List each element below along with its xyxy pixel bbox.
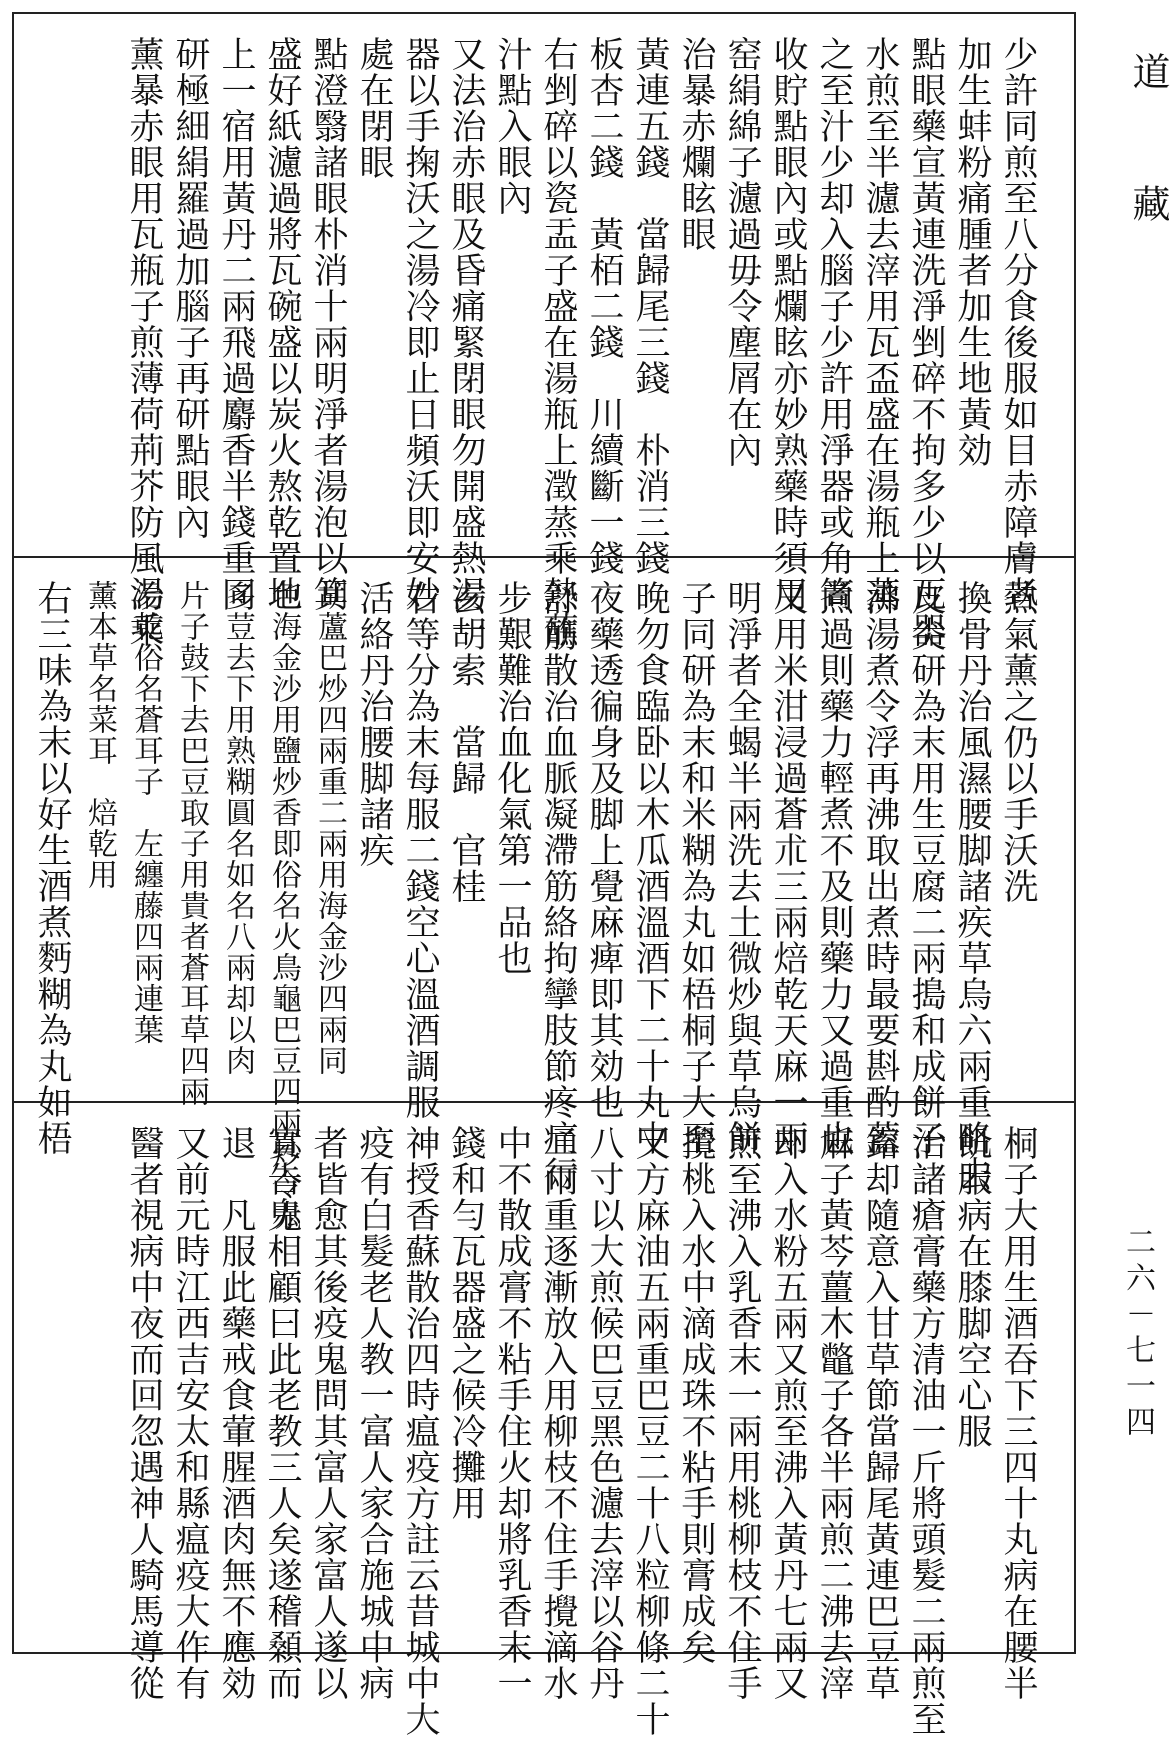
text-column: 煮過則藥力輕煮不及則藥力又過重也	[814, 580, 854, 1156]
text-column: 少許同煎至八分食後服如目赤障膚者	[998, 36, 1038, 612]
text-column: 收貯點眼內或點爛眩亦妙熟藥時須用	[768, 36, 808, 612]
text-column: 步艱難治血化氣第一品也	[492, 580, 532, 976]
text-column: 加生蚌粉痛腫者加生地黃効	[952, 36, 992, 468]
text-column: 薰暴赤眼用瓦瓶子煎薄荷荊芥防風湯乘	[124, 36, 164, 648]
text-column: 之至汁少却入腦子少許用淨器或角筒	[814, 36, 854, 612]
text-panel-3	[14, 1103, 1074, 1737]
text-column: 中不散成膏不粘手住火却將乳香末一	[492, 1125, 532, 1701]
text-column: 右三味為末以好生酒煮麪糊為丸如梧	[32, 580, 72, 1156]
text-column: 胡蘆巴炒四兩重二兩用海金沙四兩同	[312, 580, 347, 1076]
text-column: 點澄翳諸眼朴消十兩明淨者湯泡以箕	[308, 36, 348, 612]
text-column: 又法治赤眼及昏痛緊閉眼勿開盛熱湯一	[446, 36, 486, 648]
text-column: 多荳去下用熟糊圓名如名八兩却以肉	[220, 580, 255, 1076]
text-column: 麻子黃芩薑木鼈子各半兩煎二沸去滓	[814, 1125, 854, 1701]
text-column: 錢和勻瓦器盛之候冷攤用	[446, 1125, 486, 1521]
text-column: 退 凡服此藥戒食葷腥酒肉無不應効	[216, 1125, 256, 1701]
text-column: 晚勿食臨卧以木瓜酒溫酒下二十丸中	[630, 580, 670, 1156]
text-column: 又方麻油五兩重巴豆二十八粒柳條二十	[630, 1125, 670, 1737]
page-frame	[12, 12, 1076, 1737]
text-column: 八寸以大煎候巴豆黑色濾去滓以谷丹	[584, 1125, 624, 1701]
text-panel-1	[14, 14, 1074, 648]
text-column: 治暴赤爛眩眼	[676, 36, 716, 252]
text-column: 却入水粉五兩又煎至沸入黃丹七兩又	[768, 1125, 808, 1701]
text-column: 右等分為末每服二錢空心溫酒調服	[400, 580, 440, 1120]
text-column: 夜藥透徧身及脚上覺麻痺即其効也	[584, 580, 624, 1120]
text-column: 疫有白髮老人教一富人家合施城中病	[354, 1125, 394, 1701]
text-column: 治乾俗名蒼耳子 左纏藤四兩連葉	[128, 580, 163, 1045]
text-column: 醫者視病中夜而回忽遇神人騎馬導從	[124, 1125, 164, 1701]
text-column: 桐子大用生酒吞下三四十丸病在腰半	[998, 1125, 1038, 1701]
panel-1-columns	[124, 36, 1038, 648]
panel-2-columns	[32, 580, 1038, 1231]
panel-3-columns	[124, 1125, 1038, 1737]
text-column: 活絡丹治腰脚諸疾	[354, 580, 394, 868]
text-column: 又前元時江西吉安太和縣瘟疫大作有	[170, 1125, 210, 1701]
text-panel-2	[14, 558, 1074, 1231]
text-column: 研極細絹羅過加腦子再研點眼內	[170, 36, 210, 540]
text-column: 板杏二錢 黃栢二錢 川續斷一錢	[584, 36, 624, 576]
text-column: 神授香蘇散治四時瘟疫方註云昔城中大	[400, 1125, 440, 1737]
text-column: 黃連五錢 當歸尾三錢 朴消三錢	[630, 36, 670, 576]
text-column: 窑絹綿子濾過毋令塵屑在內	[722, 36, 762, 468]
text-column: 鎔却隨意入甘草節當歸尾黃連巴豆草	[860, 1125, 900, 1701]
text-column: 二兩重逐漸放入用柳枝不住手攪滴水	[538, 1125, 578, 1701]
text-column: 上一宿用黃丹二兩飛過麝香半錢重同	[216, 36, 256, 612]
text-column: 玄胡索 當歸 官桂	[446, 580, 486, 904]
text-column: 盛好紙濾過將瓦碗盛以炭火熬乾置地	[262, 36, 302, 612]
text-column: 明淨者全蝎半兩洗去土微炒與草烏餅	[722, 580, 762, 1156]
text-column: 右剉碎以瓷盂子盛在湯瓶上澂蒸乘熱蘸	[538, 36, 578, 648]
text-column: 色海金沙用鹽炒香即俗名火鳥龜巴豆四兩炒令赤	[266, 580, 301, 1231]
text-column: 換骨丹治風濕腰脚諸疾草烏六兩重略去	[952, 580, 992, 1192]
text-column: 熱氣薰之仍以手沃洗	[998, 580, 1038, 904]
text-column: 攪桃入水中滴成珠不粘手則膏成矣	[676, 1125, 716, 1665]
margin-title: 道 藏	[1126, 52, 1170, 250]
text-column: 實告鬼相顧曰此老教三人矣遂稽顙而	[262, 1125, 302, 1701]
text-column: 片子鼓下去巴豆取子用貴者蒼耳草四兩	[174, 580, 209, 1107]
text-column: 器以手掬沃之湯冷即止日頻沃即安妙	[400, 36, 440, 612]
text-column: 治諸瘡膏藥方清油一斤將頭髮二兩煎至	[906, 1125, 946, 1737]
text-column: 汁點入眼內	[492, 36, 532, 216]
text-column: 者皆愈其後疫鬼問其富人家富人遂以	[308, 1125, 348, 1701]
text-column: 點眼藥宣黃連洗淨剉碎不拘多少以瓦器	[906, 36, 946, 648]
text-column: 煎至沸入乳香末一兩用桃柳枝不住手	[722, 1125, 762, 1701]
page-number: 二六－七一四	[1120, 1226, 1155, 1442]
text-column: 子同研為末和米糊為丸如梧桐子大至	[676, 580, 716, 1156]
text-column: 飢服病在膝脚空心服	[952, 1125, 992, 1449]
text-column: 處在閉眼	[354, 36, 394, 180]
text-column: 又用米泔浸過蒼朮三兩焙乾天麻一兩	[768, 580, 808, 1156]
text-column: 水煎至半濾去滓用瓦盃盛在湯瓶上蒸	[860, 36, 900, 612]
text-column: 皮尖研為末用生豆腐二兩搗和成餅子	[906, 580, 946, 1156]
text-column: 沸湯煮令浮再沸取出煮時最要斟酌蓋	[860, 580, 900, 1156]
text-column: 舒筋散治血脈凝滯筋絡拘攣肢節疼痛行	[538, 580, 578, 1192]
text-column: 薰本草名菜耳 焙乾用	[82, 580, 117, 890]
